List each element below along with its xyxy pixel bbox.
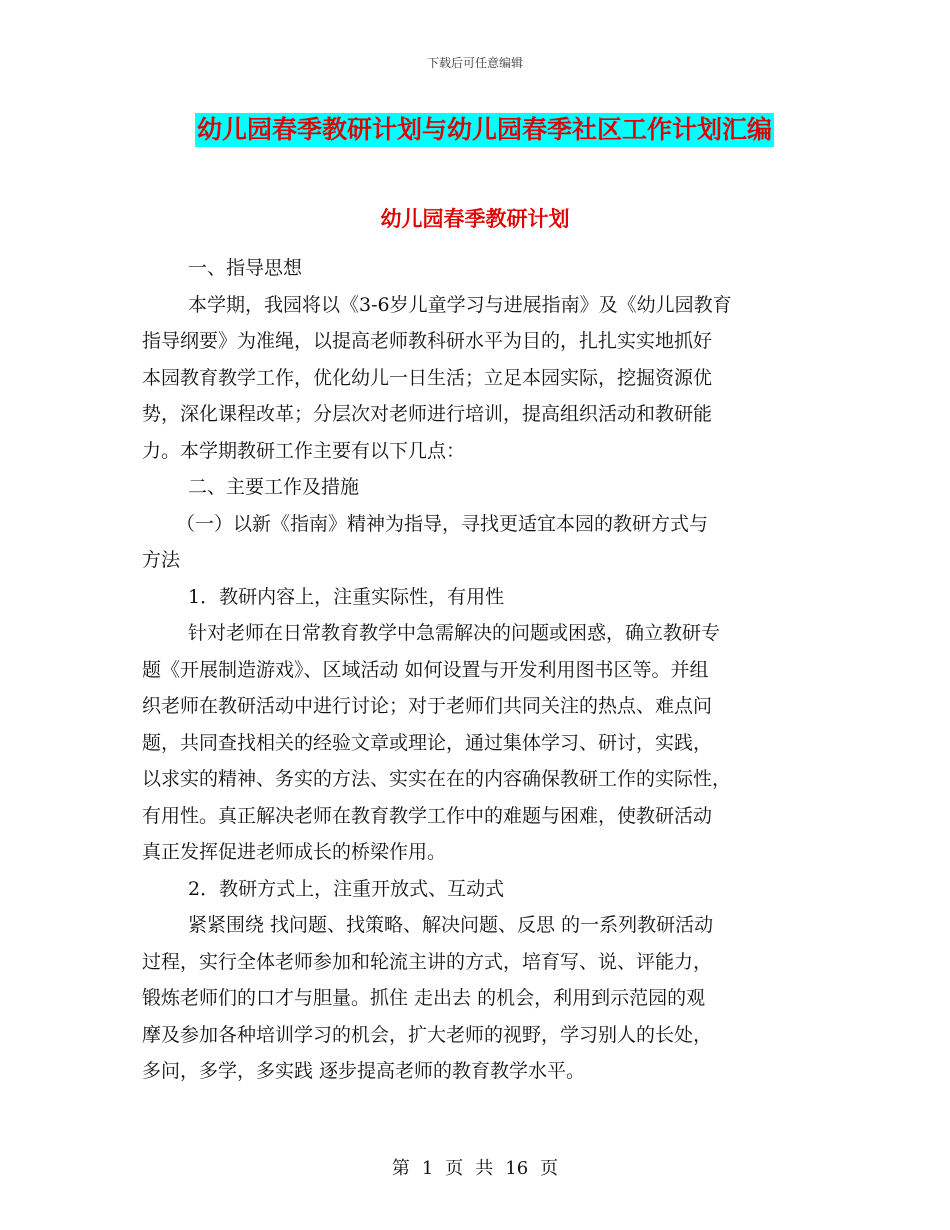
- text-line: 摩及参加各种培训学习的机会，扩大老师的视野，学习别人的长处，: [142, 1023, 713, 1046]
- text-line: 以求实的精神、务实的方法、实实在在的内容确保教研工作的实际性，: [142, 768, 732, 790]
- footer-label: 第: [391, 1158, 410, 1179]
- text-line: 2．教研方式上，注重开放式、互动式: [188, 877, 505, 900]
- footer-label: 页: [540, 1158, 559, 1179]
- text-line: 指导纲要》为准绳，以提高老师教科研水平为目的，扎扎实实地抓好: [142, 330, 713, 352]
- text-line: 多问，多学，多实践 逐步提高老师的教育教学水平。: [142, 1060, 586, 1082]
- footer-label: 共: [475, 1158, 494, 1179]
- text-line: 针对老师在日常教育教学中急需解决的问题或困惑，确立教研专: [188, 622, 721, 644]
- text-line: 过程，实行全体老师参加和轮流主讲的方式，培育写、说、评能力，: [142, 950, 713, 973]
- text-line: 本学期，我园将以《3-6岁儿童学习与进展指南》及《幼儿园教育: [188, 293, 732, 316]
- current-page-number: 1: [421, 1158, 434, 1179]
- text-line: （一）以新《指南》精神为指导，寻找更适宜本园的教研方式与: [176, 512, 709, 535]
- total-page-count: 16: [505, 1158, 529, 1179]
- text-line: 力。本学期教研工作主要有以下几点：: [142, 439, 466, 462]
- text-line: 有用性。真正解决老师在教育教学工作中的难题与困难，使教研活动: [142, 804, 713, 827]
- text-line: 真正发挥促进老师成长的桥梁作用。: [142, 841, 447, 863]
- section-title: 幼儿园春季教研计划: [380, 207, 570, 231]
- text-line: 紧紧围绕 找问题、找策略、解决问题、反思 的一系列教研活动: [188, 914, 714, 936]
- text-line: 方法: [142, 549, 181, 571]
- document-title: 幼儿园春季教研计划与幼儿园春季社区工作计划汇编: [195, 113, 774, 147]
- text-line: 二、主要工作及措施: [188, 476, 360, 498]
- footer-label: 页: [445, 1158, 464, 1179]
- text-line: 织老师在教研活动中进行讨论；对于老师们共同关注的热点、难点问: [142, 695, 713, 717]
- body-text: [142, 250, 802, 1090]
- text-line: 题，共同查找相关的经验文章或理论，通过集体学习、研讨，实践，: [142, 731, 713, 754]
- header-note: 下载后可任意编辑: [426, 56, 523, 70]
- text-line: 势，深化课程改革；分层次对老师进行培训，提高组织活动和教研能: [142, 403, 713, 425]
- text-line: 一、指导思想: [188, 257, 303, 279]
- text-line: 本园教育教学工作，优化幼儿一日生活；立足本园实际，挖掘资源优: [142, 366, 713, 389]
- page-footer: [0, 1154, 950, 1180]
- text-line: 1．教研内容上，注重实际性，有用性: [188, 585, 505, 608]
- text-line: 题《开展制造游戏》、区域活动 如何设置与开发利用图书区等。并组: [142, 658, 709, 681]
- text-line: 锻炼老师们的口才与胆量。抓住 走出去 的机会，利用到示范园的观: [142, 987, 706, 1009]
